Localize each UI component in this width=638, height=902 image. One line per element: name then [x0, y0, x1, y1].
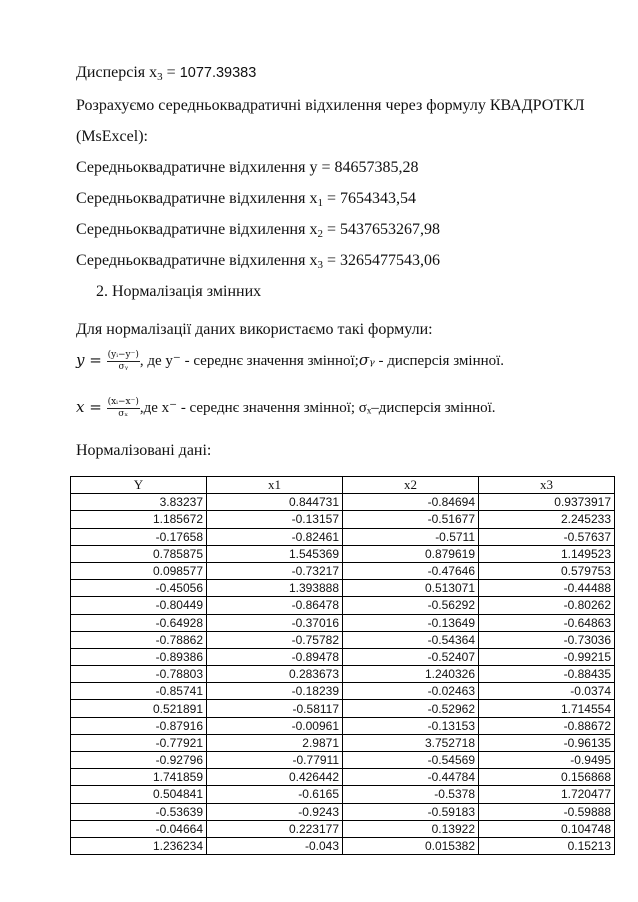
cell-x2: 1.240326 — [343, 666, 479, 683]
cell-y: 1.236234 — [71, 837, 207, 854]
cell-x2: 3.752718 — [343, 734, 479, 751]
cell-x1: -0.9243 — [207, 803, 343, 820]
dispersion-x3-eq: = — [162, 64, 180, 81]
cell-x1: -0.73217 — [207, 562, 343, 579]
table-title: Нормалізовані дані: — [76, 442, 212, 459]
formula-y-text2: - дисперсія змінної. — [374, 352, 505, 369]
std-x1-label: Середньоквадратичне відхилення x — [76, 190, 318, 207]
cell-x3: 0.579753 — [479, 562, 615, 579]
std-x3-subscript: 3 — [317, 259, 323, 271]
formula-y-line — [76, 350, 504, 373]
cell-x1: -0.37016 — [207, 614, 343, 631]
cell-x2: 0.13922 — [343, 820, 479, 837]
table-row — [71, 614, 615, 631]
cell-y: 0.521891 — [71, 700, 207, 717]
formula-x-line — [76, 397, 496, 420]
cell-y: 1.741859 — [71, 769, 207, 786]
formula-y-numerator: (yᵢ−y⁻) — [107, 350, 139, 360]
cell-y: -0.45056 — [71, 580, 207, 597]
cell-x1: -0.86478 — [207, 597, 343, 614]
cell-x3: -0.0374 — [479, 683, 615, 700]
cell-x2: -0.02463 — [343, 683, 479, 700]
cell-x2: -0.44784 — [343, 769, 479, 786]
formulas-intro: Для нормалізації даних використаємо такі формули: — [76, 321, 433, 338]
header-x2: x2 — [343, 477, 479, 494]
cell-x3: 1.149523 — [479, 545, 615, 562]
cell-x1: -0.77911 — [207, 752, 343, 769]
cell-x3: -0.80262 — [479, 597, 615, 614]
cell-y: 0.785875 — [71, 545, 207, 562]
cell-x3: 1.720477 — [479, 786, 615, 803]
cell-y: 0.504841 — [71, 786, 207, 803]
formula-x-lhs: x = — [76, 397, 107, 416]
cell-x2: -0.54569 — [343, 752, 479, 769]
cell-x2: -0.5378 — [343, 786, 479, 803]
std-x1-value: = 7654343,54 — [322, 190, 416, 207]
cell-y: -0.53639 — [71, 803, 207, 820]
table-header-row — [71, 477, 615, 494]
cell-x1: -0.82461 — [207, 528, 343, 545]
cell-x1: 1.393888 — [207, 580, 343, 597]
cell-y: -0.89386 — [71, 648, 207, 665]
table-row — [71, 511, 615, 528]
cell-x2: -0.59183 — [343, 803, 479, 820]
table-row — [71, 631, 615, 648]
dispersion-x3-value: 1077.39383 — [179, 65, 257, 81]
table-row — [71, 562, 615, 579]
table-body — [71, 494, 615, 855]
cell-x2: -0.56292 — [343, 597, 479, 614]
cell-y: 0.098577 — [71, 562, 207, 579]
cell-x2: -0.52407 — [343, 648, 479, 665]
header-x3: x3 — [479, 477, 615, 494]
formula-y-denominator: σᵧ — [118, 362, 129, 372]
table-row — [71, 494, 615, 511]
header-y: Y — [71, 477, 207, 494]
cell-x1: 0.426442 — [207, 769, 343, 786]
table-row — [71, 803, 615, 820]
cell-x1: 2.9871 — [207, 734, 343, 751]
table-row — [71, 786, 615, 803]
cell-x1: -0.58117 — [207, 700, 343, 717]
cell-x3: 2.245233 — [479, 511, 615, 528]
cell-x2: 0.513071 — [343, 580, 479, 597]
header-x1: x1 — [207, 477, 343, 494]
cell-x1: -0.75782 — [207, 631, 343, 648]
table-row — [71, 597, 615, 614]
cell-y: -0.17658 — [71, 528, 207, 545]
cell-x3: 1.714554 — [479, 700, 615, 717]
table-row — [71, 769, 615, 786]
cell-x3: -0.88672 — [479, 717, 615, 734]
table-row — [71, 717, 615, 734]
table-row — [71, 752, 615, 769]
cell-x3: -0.59888 — [479, 803, 615, 820]
cell-x3: -0.88435 — [479, 666, 615, 683]
std-x3-line — [76, 252, 440, 271]
cell-x1: -0.13157 — [207, 511, 343, 528]
cell-y: -0.85741 — [71, 683, 207, 700]
cell-x2: -0.13153 — [343, 717, 479, 734]
cell-y: 3.83237 — [71, 494, 207, 511]
table-row — [71, 820, 615, 837]
cell-x3: -0.96135 — [479, 734, 615, 751]
table-row — [71, 580, 615, 597]
cell-x3: 0.104748 — [479, 820, 615, 837]
cell-x2: -0.5711 — [343, 528, 479, 545]
cell-x1: -0.043 — [207, 837, 343, 854]
table-row — [71, 648, 615, 665]
intro-line-2: (MsExcel): — [76, 128, 148, 145]
cell-x3: -0.73036 — [479, 631, 615, 648]
std-x2-label: Середньоквадратичне відхилення x — [76, 221, 318, 238]
std-x1-line — [76, 190, 416, 209]
formula-x-fraction — [107, 397, 140, 420]
formula-x-numerator: (xᵢ−x⁻) — [107, 397, 139, 407]
std-y-line: Середньоквадратичне відхилення y = 84657385,28 — [76, 159, 419, 176]
cell-y: -0.80449 — [71, 597, 207, 614]
cell-x2: -0.84694 — [343, 494, 479, 511]
formula-x-sigma: σₓ — [358, 399, 372, 416]
cell-x3: 0.156868 — [479, 769, 615, 786]
cell-y: -0.78803 — [71, 666, 207, 683]
table-row — [71, 837, 615, 854]
formula-x-text1: ,де x⁻ - середнє значення змінної; — [139, 399, 359, 416]
table-row — [71, 700, 615, 717]
cell-x2: -0.51677 — [343, 511, 479, 528]
dispersion-x3-line — [76, 64, 256, 83]
formula-x-denominator: σₓ — [118, 409, 129, 419]
cell-x2: 0.879619 — [343, 545, 479, 562]
cell-x1: 0.223177 — [207, 820, 343, 837]
cell-x2: -0.54364 — [343, 631, 479, 648]
cell-x3: -0.9495 — [479, 752, 615, 769]
formula-y-text1: , де y⁻ - середнє значення змінної; — [139, 352, 359, 369]
cell-y: -0.77921 — [71, 734, 207, 751]
cell-y: -0.92796 — [71, 752, 207, 769]
cell-y: -0.04664 — [71, 820, 207, 837]
section-heading: 2. Нормалізація змінних — [96, 283, 262, 300]
cell-x1: 1.545369 — [207, 545, 343, 562]
cell-x2: 0.015382 — [343, 837, 479, 854]
cell-x1: -0.18239 — [207, 683, 343, 700]
formula-x-text2: –дисперсія змінної. — [371, 399, 496, 416]
intro-line: Розрахуємо середньоквадратичні відхилення через формулу КВАДРОТКЛ — [76, 97, 585, 114]
cell-x1: -0.00961 — [207, 717, 343, 734]
table-row — [71, 734, 615, 751]
cell-x1: -0.6165 — [207, 786, 343, 803]
cell-x2: -0.47646 — [343, 562, 479, 579]
cell-y: 1.185672 — [71, 511, 207, 528]
cell-y: -0.87916 — [71, 717, 207, 734]
std-x3-value: = 3265477543,06 — [322, 252, 440, 269]
table-row — [71, 666, 615, 683]
cell-x2: -0.13649 — [343, 614, 479, 631]
table-row — [71, 528, 615, 545]
std-x2-line — [76, 221, 440, 240]
formula-y-sigma: σᵧ — [358, 350, 375, 369]
cell-x1: 0.844731 — [207, 494, 343, 511]
cell-y: -0.78862 — [71, 631, 207, 648]
table-row — [71, 545, 615, 562]
cell-x3: 0.15213 — [479, 837, 615, 854]
cell-x2: -0.52962 — [343, 700, 479, 717]
normalized-data-table — [70, 476, 615, 855]
formula-y-lhs: y = — [76, 350, 107, 369]
cell-x3: -0.64863 — [479, 614, 615, 631]
std-x2-value: = 5437653267,98 — [322, 221, 440, 238]
std-x1-subscript: 1 — [317, 197, 323, 209]
std-x3-label: Середньоквадратичне відхилення x — [76, 252, 318, 269]
cell-x3: -0.44488 — [479, 580, 615, 597]
cell-x3: 0.9373917 — [479, 494, 615, 511]
cell-x3: -0.57637 — [479, 528, 615, 545]
cell-x1: -0.89478 — [207, 648, 343, 665]
formula-y-fraction — [107, 350, 140, 373]
cell-x1: 0.283673 — [207, 666, 343, 683]
dispersion-x3-subscript: 3 — [157, 71, 163, 83]
std-x2-subscript: 2 — [317, 228, 323, 240]
cell-y: -0.64928 — [71, 614, 207, 631]
dispersion-x3-label: Дисперсія x — [76, 64, 158, 81]
cell-x3: -0.99215 — [479, 648, 615, 665]
table-row — [71, 683, 615, 700]
